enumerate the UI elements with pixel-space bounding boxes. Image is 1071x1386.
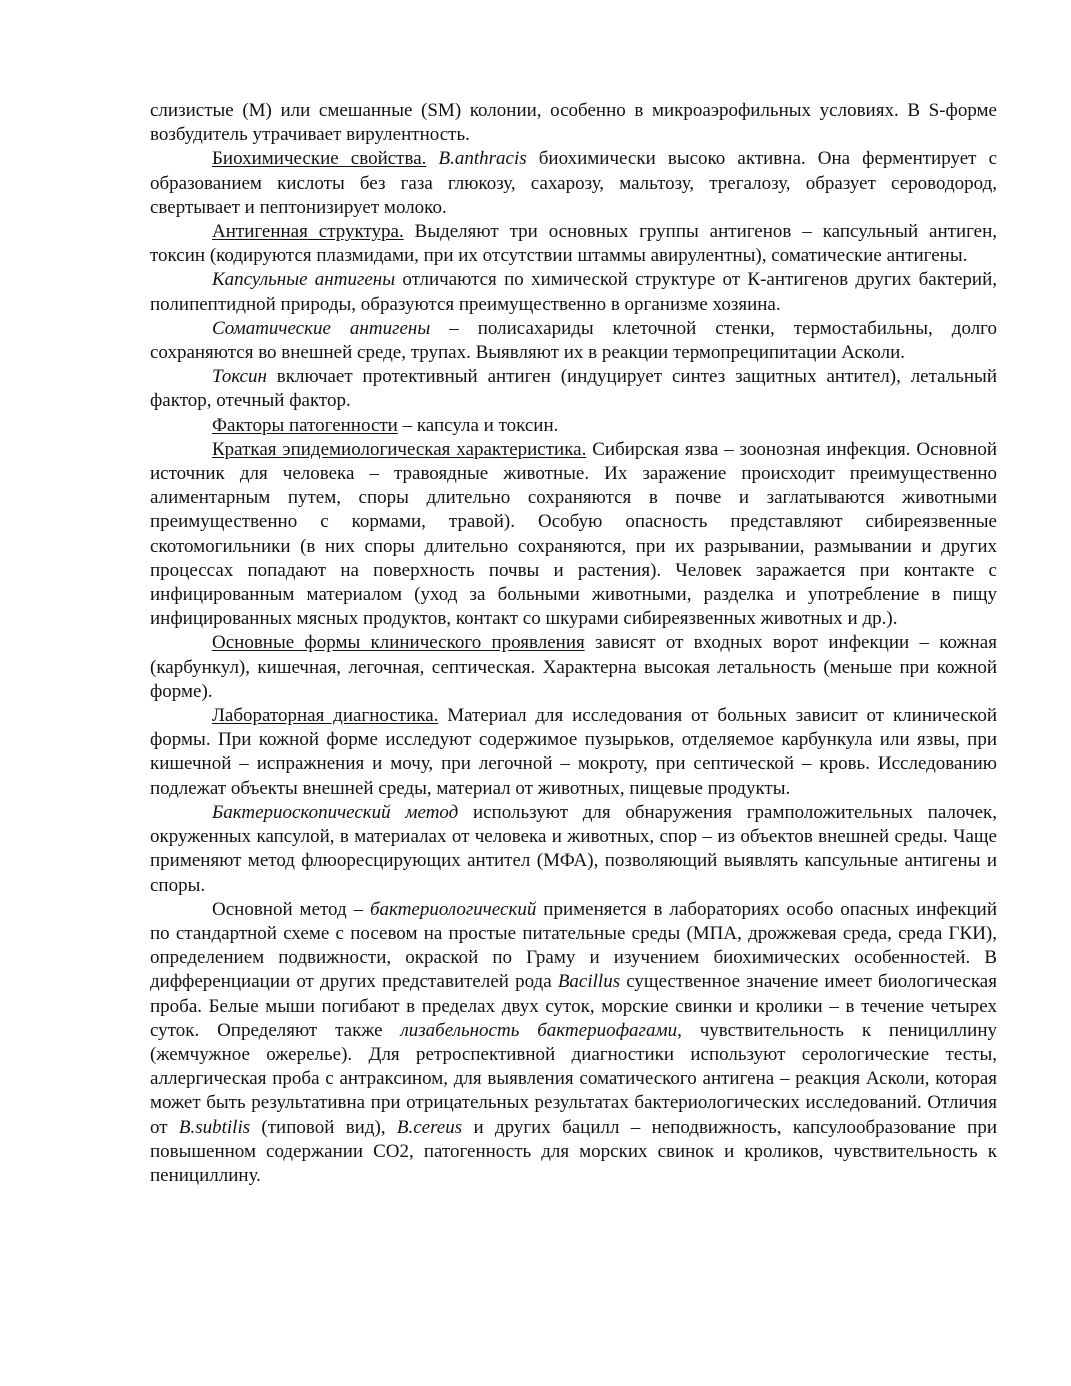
section-heading: Краткая эпидемиологическая характеристика. bbox=[212, 438, 587, 460]
body-text: Выделяют три основных группы антигенов – капсульный антиген, токсин (кодируются плазмидами, при их отсутствии штаммы авирулентны), соматические антигены. bbox=[150, 221, 998, 267]
body-text: существенное значение имеет биологическая проба. Белые мыши погибают в пределах двух суток, морские свинки и кролики – в течение четырех суток. Определяют также bbox=[150, 971, 997, 1041]
body-text: Материал для исследования от больных зависит от клинической формы. При кожной форме исследуют содержимое пузырьков, отделяемое карбункула или язвы, при кишечной – испражнения и мочу, при легочной – мокроту, при септической – кровь. Исследованию подлежат объекты внешней среды, материал от животных, пищевые продукты. bbox=[150, 705, 997, 799]
italic-term: Соматические антигены bbox=[212, 317, 431, 339]
body-text: (типовой вид), bbox=[250, 1116, 397, 1138]
paragraph bbox=[150, 317, 997, 365]
italic-term: Капсульные антигены bbox=[212, 269, 396, 291]
body-text: – полисахариды клеточной стенки, термостабильны, долго сохраняются во внешней среде, трупах. Выявляют их в реакции термопреципитации Асколи. bbox=[150, 317, 997, 364]
paragraph bbox=[150, 99, 997, 147]
body-text: Сибирская язва – зоонозная инфекция. Основной источник для человека – травоядные животные. Их заражение происходит преимущественно алиментарным путем, споры длительно сохраняются в почве и заглатываются животными преимущественно с кормами, травой). Особую опасность представляют сибиреязвенные скотомогильники (в них споры длительно сохраняются, при их разрывании, размывании и других процессах попадают на поверхность почвы и растения). Человек заражается при контакте с инфицированным материалом (уход за больными животными, разделка и употребление в пищу инфицированных мясных продуктов, контакт со шкурами сибиреязвенных животных и др.). bbox=[150, 438, 997, 630]
paragraph bbox=[150, 801, 997, 898]
italic-term: Токсин bbox=[212, 366, 267, 388]
document-page bbox=[150, 99, 997, 1188]
italic-term: B.cereus bbox=[396, 1116, 463, 1138]
italic-term: бактериологический bbox=[370, 898, 537, 920]
section-heading: Лабораторная диагностика. bbox=[212, 705, 439, 727]
section-heading: Антигенная структура. bbox=[212, 221, 404, 243]
body-text: слизистые (М) или смешанные (SM) колонии, особенно в микроаэрофильных условиях. В S-форме возбудитель утрачивает вирулентность. bbox=[150, 100, 997, 146]
paragraph bbox=[150, 704, 997, 801]
italic-term: B.subtilis bbox=[178, 1116, 251, 1138]
paragraph bbox=[150, 414, 997, 438]
paragraph bbox=[150, 898, 997, 1188]
body-text: Основной метод – bbox=[212, 898, 370, 920]
paragraph bbox=[150, 631, 997, 704]
italic-term: Бактериоскопический метод bbox=[212, 801, 459, 823]
body-text: применяется в лабораториях особо опасных инфекций по стандартной схеме с посевом на простые питательные среды (МПА, дрожжевая среда, среда ГКИ), определением подвижности, окраской по Граму и изучением биохимических особенностей. В дифференциации от других представителей рода bbox=[150, 898, 997, 993]
italic-term: Bacillus bbox=[557, 971, 621, 993]
body-text: биохимически высоко активна. Она ферментирует с образованием кислоты без газа глюкозу, сахарозу, мальтозу, трегалозу, образует сероводород, свертывает и пептонизирует молоко. bbox=[150, 148, 997, 218]
section-heading: Биохимические свойства. bbox=[212, 148, 427, 170]
paragraph bbox=[150, 365, 997, 413]
body-text bbox=[426, 148, 438, 169]
body-text: включает протективный антиген (индуцирует синтез защитных антител), летальный фактор, отечный фактор. bbox=[150, 366, 997, 412]
body-text: , чувствительность к пенициллину (жемчужное ожерелье). Для ретроспективной диагностики используют серологические тесты, аллергическая проба с антраксином, для выявления соматического антигена – реакция Асколи, которая может быть результативна при отрицательных результатах бактериологических исследований. Отличия от bbox=[150, 1019, 997, 1138]
body-text: – капсула и токсин. bbox=[397, 414, 559, 436]
body-text: отличаются по химической структуре от К-антигенов других бактерий, полипептидной природы, образуются преимущественно в организме хозяина. bbox=[150, 269, 997, 315]
body-text: зависят от входных ворот инфекции – кожная (карбункул), кишечная, легочная, септическая. Характерна высокая летальность (меньше при кожной форме). bbox=[150, 632, 997, 702]
body-text: и других бацилл – неподвижность, капсулообразование при повышенном содержании СО2, патогенность для морских свинок и кроликов, чувствительность к пенициллину. bbox=[150, 1116, 997, 1186]
italic-term: B.anthracis bbox=[438, 148, 527, 170]
body-text: используют для обнаружения грамположительных палочек, окруженных капсулой, в материалах от человека и животных, спор – из объектов внешней среды. Чаще применяют метод флюоресцирующих антител (МФА), позволяющий выявлять капсульные антигены и споры. bbox=[150, 801, 997, 896]
paragraph bbox=[150, 268, 997, 316]
section-heading: Основные формы клинического проявления bbox=[212, 632, 585, 654]
italic-term: лизабельность бактериофагами bbox=[400, 1019, 678, 1041]
paragraph bbox=[150, 438, 997, 632]
paragraph bbox=[150, 147, 997, 220]
section-heading: Факторы патогенности bbox=[212, 414, 398, 436]
paragraph bbox=[150, 220, 997, 268]
